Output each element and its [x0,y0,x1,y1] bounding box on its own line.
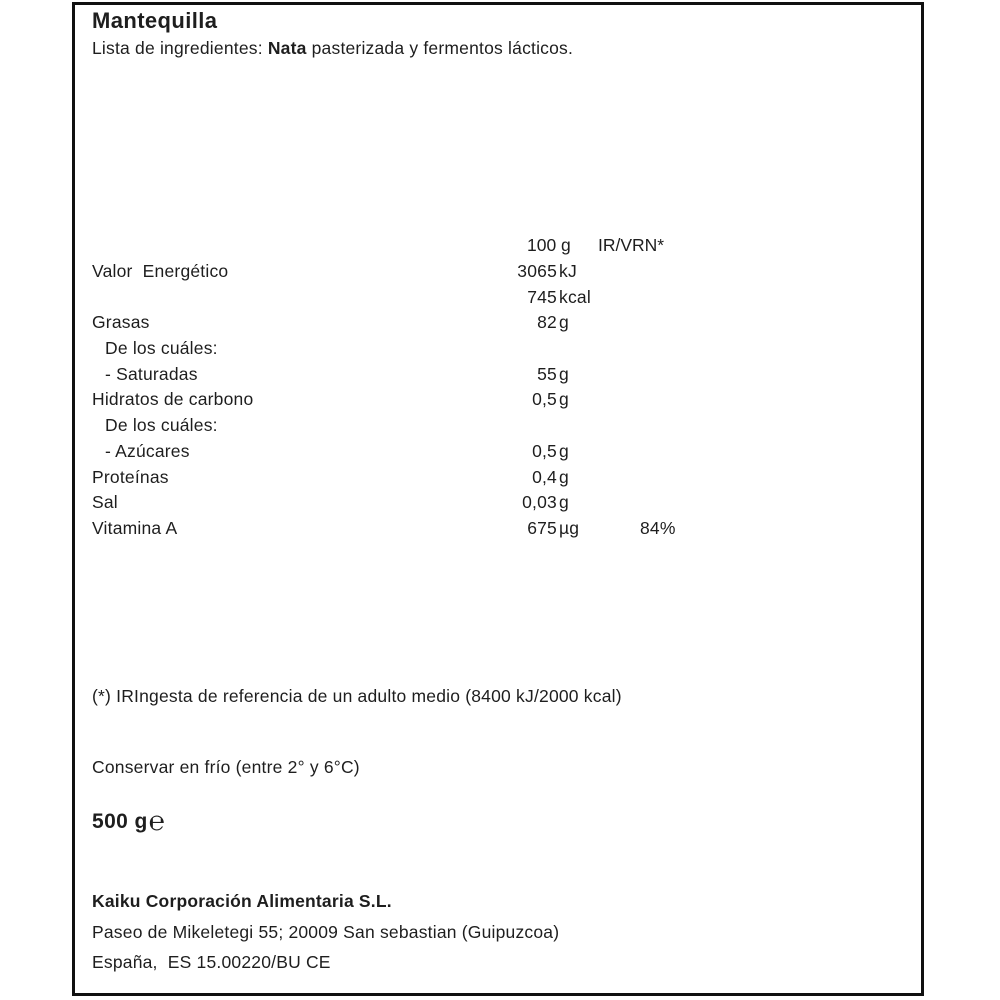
product-label-sheet [72,2,924,996]
net-weight [92,806,165,837]
nutrient-unit: g [559,363,569,384]
nutrition-row [75,362,921,388]
ingredients-line [92,38,573,59]
nutrient-label: De los cuáles: [105,338,218,359]
nutrient-ir-percent: 84% [640,517,676,538]
nutrient-value: 675 [527,517,557,538]
net-weight-value: 500 g [92,810,148,833]
nutrient-value: 3065 [517,261,557,281]
nutrient-value: 0,03 [522,492,557,513]
nutrient-label: Grasas [92,312,150,333]
nutrient-value: 82 [537,312,557,333]
nutrition-table [75,259,921,542]
nutrient-unit: g [559,389,569,410]
nutrition-row [75,465,921,491]
nutrient-unit: g [559,440,569,461]
nutrient-label: Proteínas [92,466,169,487]
nutrition-row [75,490,921,516]
nutrient-label: Sal [92,492,118,513]
product-title: Mantequilla [92,8,218,33]
nutrient-label: De los cuáles: [105,415,218,436]
ingredients-main-ingredient: Nata [267,38,307,58]
nutrient-value: 55 [537,363,557,384]
nutrient-unit: kJ [559,261,577,281]
company-name: Kaiku Corporación Alimentaria S.L. [92,891,392,911]
nutrient-label: Vitamina A [92,517,178,538]
nutrition-row [75,285,921,311]
ingredients-suffix: pasterizada y fermentos lácticos. [306,38,574,58]
nutrient-unit: µg [559,517,580,538]
nutrition-row [75,413,921,439]
nutrient-label: Valor Energético [92,261,229,281]
nutrition-header-reference: IR/VRN* [598,235,665,255]
nutrition-row [75,310,921,336]
nutrient-label: - Saturadas [105,363,198,384]
storage-instructions: Conservar en frío (entre 2° y 6°C) [92,757,360,777]
nutrition-row [75,439,921,465]
nutrient-value: 0,5 [532,440,557,461]
nutrient-label: - Azúcares [105,440,190,461]
nutrient-unit: g [559,466,569,487]
nutrient-unit: g [559,312,569,333]
company-registration: España, ES 15.00220/BU CE [92,952,331,972]
nutrient-value: 0,4 [532,466,557,487]
ingredients-prefix: Lista de ingredientes: [92,38,268,58]
nutrient-unit: kcal [559,286,591,307]
nutrition-row [75,259,921,285]
nutrition-row [75,387,921,413]
nutrition-header-quantity: 100 g [527,235,571,255]
nutrient-label: Hidratos de carbono [92,389,254,410]
nutrient-value: 745 [527,286,557,307]
nutrition-row [75,516,921,542]
estimated-sign: ℮ [148,806,166,836]
nutrient-unit: g [559,492,569,513]
company-address: Paseo de Mikeletegi 55; 20009 San sebastian (Guipuzcoa) [92,921,560,942]
nutrient-value: 0,5 [532,389,557,410]
reference-intake-footnote: (*) IRIngesta de referencia de un adulto medio (8400 kJ/2000 kcal) [92,686,622,706]
nutrition-row [75,336,921,362]
manufacturer-block [92,886,559,978]
